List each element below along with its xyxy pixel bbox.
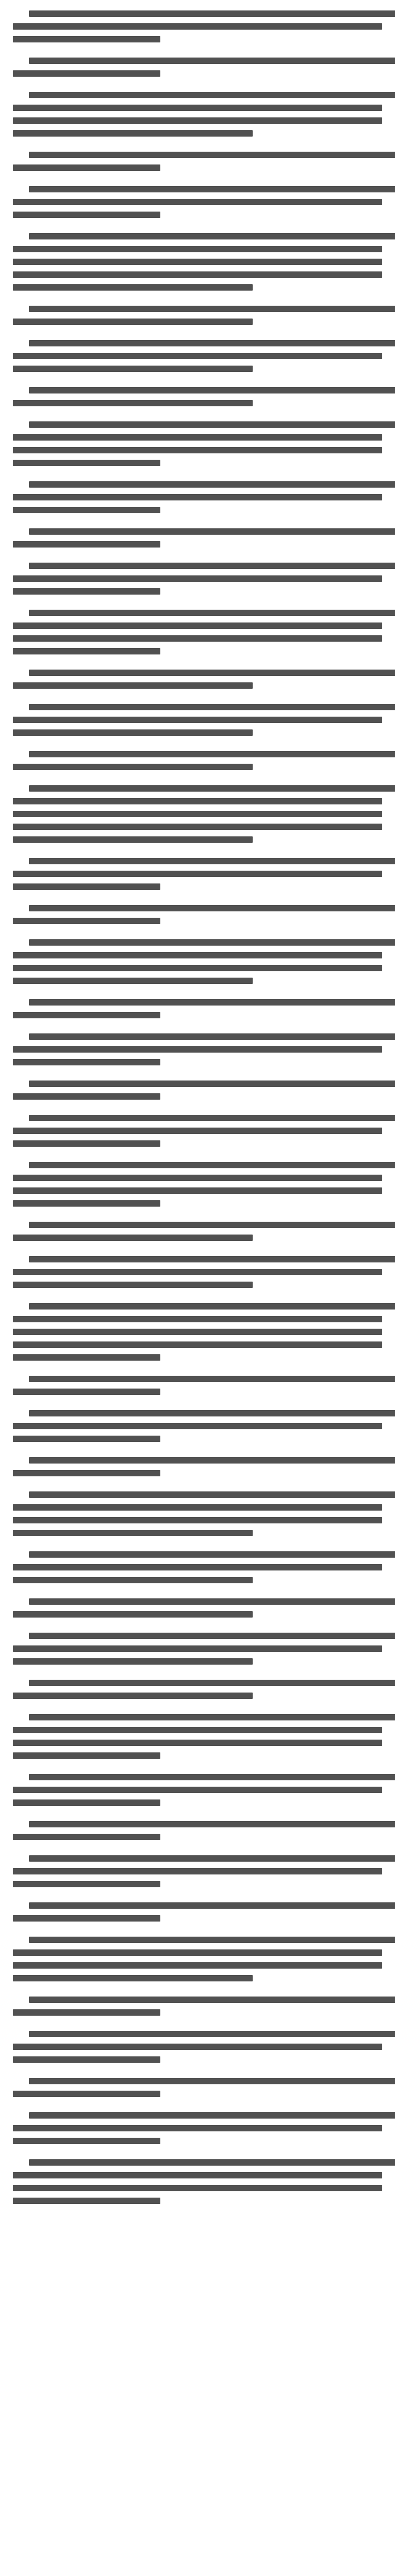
text-line-placeholder	[13, 271, 382, 278]
text-paragraph	[13, 1633, 382, 1665]
text-paragraph	[13, 1376, 382, 1395]
text-line-placeholder	[29, 152, 395, 158]
text-paragraph	[13, 1680, 382, 1699]
text-line-placeholder	[13, 682, 253, 689]
text-paragraph	[13, 306, 382, 325]
text-line-placeholder	[13, 1611, 253, 1618]
text-paragraph	[13, 481, 382, 513]
text-line-placeholder	[13, 36, 160, 42]
text-line-placeholder	[13, 1187, 382, 1194]
text-line-placeholder	[13, 1564, 382, 1570]
text-paragraph	[13, 1222, 382, 1241]
text-paragraph	[13, 58, 382, 77]
text-line-placeholder	[29, 1162, 395, 1168]
text-line-placeholder	[13, 434, 382, 441]
text-line-placeholder	[13, 1059, 160, 1065]
text-line-placeholder	[13, 635, 382, 642]
text-line-placeholder	[29, 1774, 395, 1780]
text-line-placeholder	[13, 1868, 382, 1874]
text-paragraph	[13, 1491, 382, 1536]
text-line-placeholder	[29, 481, 395, 488]
text-line-placeholder	[13, 70, 160, 77]
text-line-placeholder	[13, 1752, 160, 1759]
text-line-placeholder	[13, 1046, 382, 1053]
text-line-placeholder	[29, 306, 395, 312]
text-line-placeholder	[29, 421, 395, 428]
text-line-placeholder	[29, 186, 395, 192]
text-paragraph	[13, 10, 382, 42]
text-line-placeholder	[13, 836, 253, 843]
text-paragraph	[13, 939, 382, 984]
text-line-placeholder	[13, 2172, 382, 2178]
text-line-placeholder	[29, 1821, 395, 1827]
text-line-placeholder	[13, 353, 382, 359]
text-paragraph	[13, 1457, 382, 1476]
text-line-placeholder	[13, 871, 382, 877]
text-line-placeholder	[13, 164, 160, 171]
text-line-placeholder	[29, 785, 395, 792]
text-line-placeholder	[13, 978, 253, 984]
text-paragraph	[13, 1902, 382, 1922]
text-line-placeholder	[29, 10, 395, 17]
text-line-placeholder	[29, 1551, 395, 1558]
text-line-placeholder	[13, 1235, 253, 1241]
text-line-placeholder	[13, 1470, 160, 1476]
text-line-placeholder	[13, 1530, 253, 1536]
text-line-placeholder	[29, 233, 395, 239]
text-line-placeholder	[13, 764, 253, 770]
text-line-placeholder	[13, 1881, 160, 1887]
text-paragraph	[13, 610, 382, 654]
text-line-placeholder	[13, 541, 160, 548]
text-line-placeholder	[29, 563, 395, 569]
text-paragraph	[13, 233, 382, 291]
text-line-placeholder	[13, 2056, 160, 2063]
text-paragraph	[13, 2031, 382, 2063]
text-line-placeholder	[29, 1410, 395, 1416]
text-line-placeholder	[29, 1491, 395, 1498]
text-line-placeholder	[13, 2138, 160, 2144]
text-line-placeholder	[13, 1962, 382, 1969]
text-paragraph	[13, 670, 382, 689]
text-line-placeholder	[13, 366, 253, 372]
text-line-placeholder	[13, 246, 382, 252]
text-line-placeholder	[29, 340, 395, 346]
text-paragraph	[13, 92, 382, 137]
text-paragraph	[13, 1410, 382, 1442]
text-line-placeholder	[29, 1633, 395, 1639]
text-line-placeholder	[13, 212, 160, 218]
text-paragraph	[13, 1303, 382, 1361]
text-line-placeholder	[13, 622, 382, 629]
text-line-placeholder	[13, 952, 382, 958]
text-paragraph	[13, 751, 382, 770]
text-paragraph	[13, 340, 382, 372]
text-line-placeholder	[13, 1577, 253, 1583]
text-paragraph	[13, 1855, 382, 1887]
text-paragraph	[13, 1081, 382, 1100]
text-line-placeholder	[13, 1423, 382, 1429]
text-paragraph	[13, 1997, 382, 2016]
text-line-placeholder	[13, 1975, 253, 1981]
text-line-placeholder	[13, 1915, 160, 1922]
text-line-placeholder	[13, 1658, 253, 1665]
text-line-placeholder	[13, 1517, 382, 1523]
text-line-placeholder	[29, 1033, 395, 1040]
text-line-placeholder	[13, 1093, 160, 1100]
text-line-placeholder	[13, 1645, 382, 1652]
text-paragraph	[13, 563, 382, 595]
text-line-placeholder	[29, 387, 395, 393]
text-line-placeholder	[13, 1834, 160, 1840]
text-paragraph	[13, 186, 382, 218]
text-line-placeholder	[13, 648, 160, 654]
text-paragraph	[13, 858, 382, 890]
text-line-placeholder	[29, 610, 395, 616]
text-line-placeholder	[13, 1128, 382, 1134]
text-line-placeholder	[13, 1354, 160, 1361]
text-line-placeholder	[13, 259, 382, 265]
text-line-placeholder	[13, 400, 253, 406]
text-line-placeholder	[13, 105, 382, 111]
text-line-placeholder	[13, 1200, 160, 1207]
text-line-placeholder	[13, 2125, 382, 2131]
text-line-placeholder	[29, 528, 395, 535]
text-line-placeholder	[29, 1256, 395, 1262]
text-line-placeholder	[29, 858, 395, 864]
text-paragraph	[13, 785, 382, 843]
text-line-placeholder	[29, 2031, 395, 2037]
text-line-placeholder	[29, 92, 395, 98]
text-line-placeholder	[29, 1376, 395, 1382]
text-paragraph	[13, 1821, 382, 1840]
text-line-placeholder	[29, 1937, 395, 1943]
text-line-placeholder	[13, 447, 382, 453]
text-line-placeholder	[29, 751, 395, 757]
text-line-placeholder	[13, 918, 160, 924]
text-paragraph	[13, 528, 382, 548]
text-line-placeholder	[29, 905, 395, 911]
text-line-placeholder	[29, 1222, 395, 1228]
text-paragraph	[13, 2159, 382, 2204]
text-line-placeholder	[13, 883, 160, 890]
text-line-placeholder	[13, 588, 160, 595]
text-line-placeholder	[13, 2009, 160, 2016]
text-line-placeholder	[29, 1680, 395, 1686]
text-line-placeholder	[29, 999, 395, 1006]
text-line-placeholder	[29, 704, 395, 710]
text-line-placeholder	[13, 824, 382, 830]
text-line-placeholder	[29, 1457, 395, 1464]
text-paragraph	[13, 704, 382, 736]
text-line-placeholder	[13, 717, 382, 723]
text-line-placeholder	[13, 130, 253, 137]
text-line-placeholder	[29, 2159, 395, 2166]
text-paragraph	[13, 1774, 382, 1806]
text-line-placeholder	[13, 2185, 382, 2191]
text-line-placeholder	[13, 1316, 382, 1322]
text-line-placeholder	[13, 1341, 382, 1348]
text-paragraph	[13, 1033, 382, 1065]
text-line-placeholder	[29, 670, 395, 676]
text-line-placeholder	[29, 1115, 395, 1121]
text-paragraph	[13, 1714, 382, 1759]
text-paragraph	[13, 1551, 382, 1583]
text-paragraph	[13, 1598, 382, 1618]
text-line-placeholder	[13, 1799, 160, 1806]
text-line-placeholder	[13, 1787, 382, 1793]
text-line-placeholder	[13, 2091, 160, 2097]
text-line-placeholder	[13, 23, 382, 30]
text-line-placeholder	[13, 729, 253, 736]
text-line-placeholder	[29, 1081, 395, 1087]
text-paragraph	[13, 1256, 382, 1288]
text-line-placeholder	[13, 1329, 382, 1335]
text-paragraph	[13, 387, 382, 406]
text-line-placeholder	[29, 2078, 395, 2084]
text-line-placeholder	[13, 284, 253, 291]
text-paragraph	[13, 421, 382, 466]
text-line-placeholder	[29, 1303, 395, 1310]
text-line-placeholder	[13, 811, 382, 817]
text-line-placeholder	[13, 1012, 160, 1018]
text-line-placeholder	[13, 1693, 253, 1699]
text-line-placeholder	[29, 58, 395, 64]
text-line-placeholder	[29, 1598, 395, 1605]
text-line-placeholder	[13, 1740, 382, 1746]
text-line-placeholder	[13, 798, 382, 804]
text-paragraph	[13, 1115, 382, 1147]
text-paragraph	[13, 152, 382, 171]
text-paragraph	[13, 2112, 382, 2144]
text-line-placeholder	[13, 494, 382, 500]
text-line-placeholder	[13, 1727, 382, 1733]
text-line-placeholder	[13, 575, 382, 582]
text-line-placeholder	[13, 2044, 382, 2050]
text-paragraph	[13, 1162, 382, 1207]
text-paragraph	[13, 999, 382, 1018]
text-line-placeholder	[29, 939, 395, 946]
text-line-placeholder	[29, 1855, 395, 1862]
text-paragraph	[13, 905, 382, 924]
text-line-placeholder	[13, 1504, 382, 1511]
text-line-placeholder	[13, 1140, 160, 1147]
text-line-placeholder	[13, 507, 160, 513]
text-line-placeholder	[13, 1282, 253, 1288]
text-line-placeholder	[29, 2112, 395, 2119]
text-line-placeholder	[29, 1902, 395, 1909]
text-line-placeholder	[13, 2198, 160, 2204]
document-body	[13, 10, 382, 2204]
text-line-placeholder	[13, 1436, 160, 1442]
text-line-placeholder	[13, 1269, 382, 1275]
text-line-placeholder	[13, 117, 382, 124]
text-line-placeholder	[13, 1389, 160, 1395]
text-line-placeholder	[29, 1997, 395, 2003]
text-line-placeholder	[13, 199, 382, 205]
text-line-placeholder	[13, 965, 382, 971]
text-line-placeholder	[13, 1949, 382, 1956]
text-paragraph	[13, 1937, 382, 1981]
text-line-placeholder	[13, 460, 160, 466]
text-paragraph	[13, 2078, 382, 2097]
text-line-placeholder	[13, 319, 253, 325]
text-line-placeholder	[13, 1175, 382, 1181]
text-line-placeholder	[29, 1714, 395, 1720]
